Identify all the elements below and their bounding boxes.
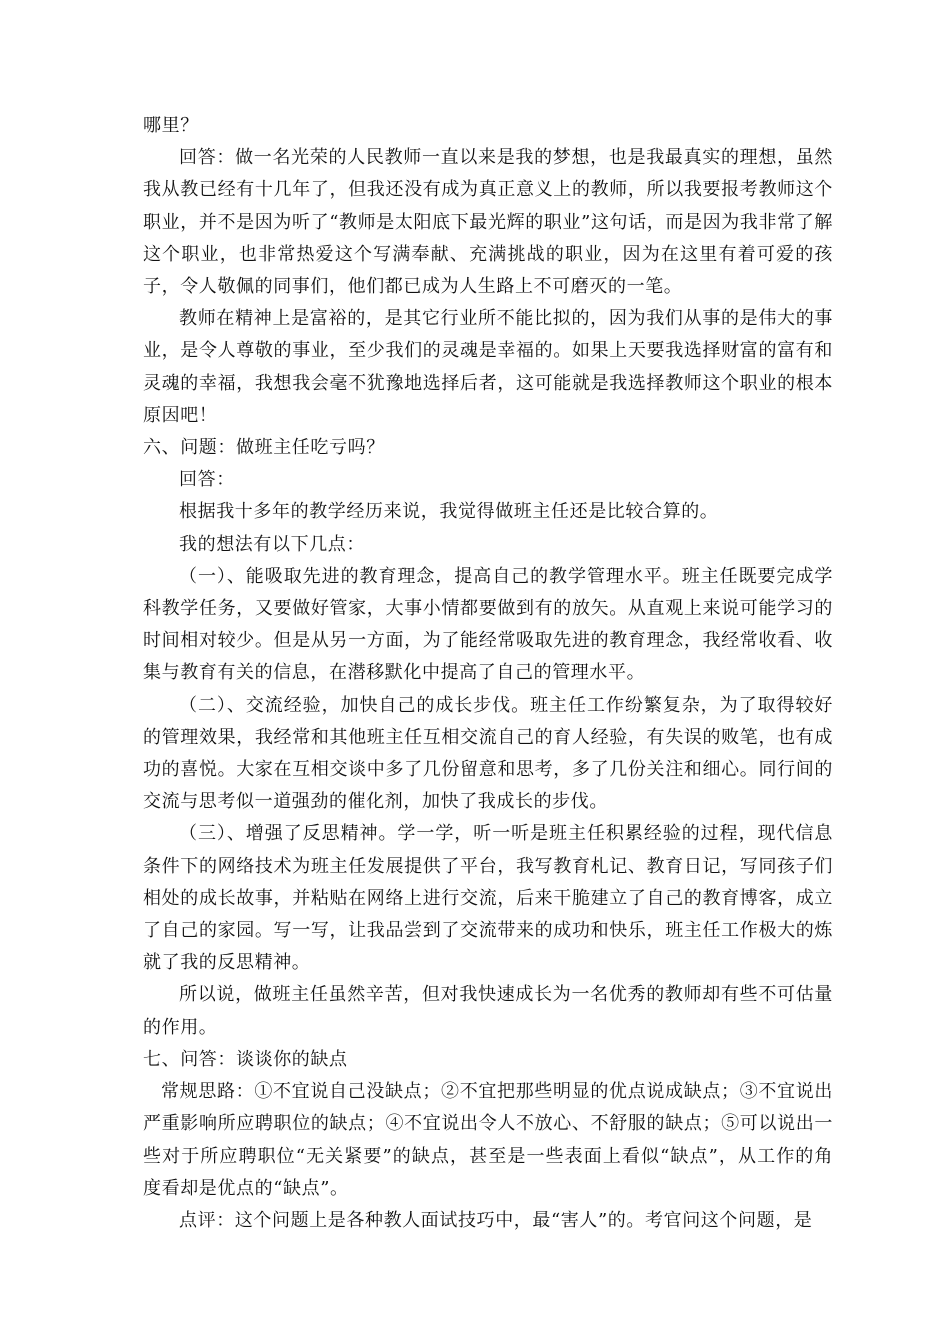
paragraph-comment: 点评：这个问题上是各种教人面试技巧中，最“害人”的。考官问这个问题，是 xyxy=(179,1209,813,1231)
question-heading-seven: 七、问答：谈谈你的缺点 xyxy=(143,1048,348,1070)
paragraph-point-one: （一）、能吸取先进的教育理念，提高自己的教学管理水平。班主任既要完成学科教学任务，又要做好管家，大事小情都要做到有的放矢。从直观上来说可能学习的时间相对较少。但是从另一方面，为了能经常吸取先进的教育理念，我经常收看、收集与教育有关的信息，在潜移默化中提高了自己的管理水平。 xyxy=(143,565,833,684)
paragraph-teacher-spirit: 教师在精神上是富裕的，是其它行业所不能比拟的，因为我们从事的是伟大的事业，是令人尊敬的事业，至少我们的灵魂是幸福的。如果上天要我选择财富的富有和灵魂的幸福，我想我会毫不犹豫地选择后者，这可能就是我选择教师这个职业的根本原因吧！ xyxy=(143,308,833,426)
paragraph-point-three: （三）、增强了反思精神。学一学，听一听是班主任积累经验的过程，现代信息条件下的网络技术为班主任发展提供了平台，我写教育札记、教育日记，写同孩子们相处的成长故事，并粘贴在网络上进行交流，后来干脆建立了自己的教育博客，成立了自己的家园。写一写，让我品尝到了交流带来的成功和快乐，班主任工作极大的炼就了我的反思精神。 xyxy=(143,823,833,974)
paragraph-answer-label: 回答： xyxy=(179,469,235,491)
paragraph-general-approach: 常规思路：①不宜说自己没缺点；②不宜把那些明显的优点说成缺点；③不宜说出严重影响所应聘职位的缺点；④不宜说出令人不放心、不舒服的缺点；⑤可以说出一些对于所应聘职位“无关紧要”的缺点，甚至是一些表面上看似“缺点”，从工作的角度看却是优点的“缺点”。 xyxy=(143,1081,833,1199)
document-body xyxy=(143,110,833,1237)
question-heading-six: 六、问题：做班主任吃亏吗？ xyxy=(143,437,385,459)
paragraph-points-intro: 我的想法有以下几点： xyxy=(179,533,365,555)
paragraph-answer-teacher-dream: 回答：做一名光荣的人民教师一直以来是我的梦想，也是我最真实的理想，虽然我从教已经有十几年了，但我还没有成为真正意义上的教师，所以我要报考教师这个职业，并不是因为听了“教师是太阳底下最光辉的职业”这句话，而是因为我非常了解这个职业，也非常热爱这个写满奉献、充满挑战的职业，因为在这里有着可爱的孩子，令人敬佩的同事们，他们都已成为人生路上不可磨灭的一笔。 xyxy=(143,147,833,298)
paragraph-point-two: （二）、交流经验，加快自己的成长步伐。班主任工作纷繁复杂，为了取得较好的管理效果，我经常和其他班主任互相交流自己的育人经验，有失误的败笔，也有成功的喜悦。大家在互相交谈中多了几份留意和思考，多了几份关注和细心。同行间的交流与思考似一道强劲的催化剂，加快了我成长的步伐。 xyxy=(143,694,833,813)
paragraph-continuation: 哪里？ xyxy=(143,115,199,136)
paragraph-experience: 根据我十多年的教学经历来说，我觉得做班主任还是比较合算的。 xyxy=(179,501,719,523)
paragraph-conclusion: 所以说，做班主任虽然辛苦，但对我快速成长为一名优秀的教师却有些不可估量的作用。 xyxy=(143,984,833,1038)
